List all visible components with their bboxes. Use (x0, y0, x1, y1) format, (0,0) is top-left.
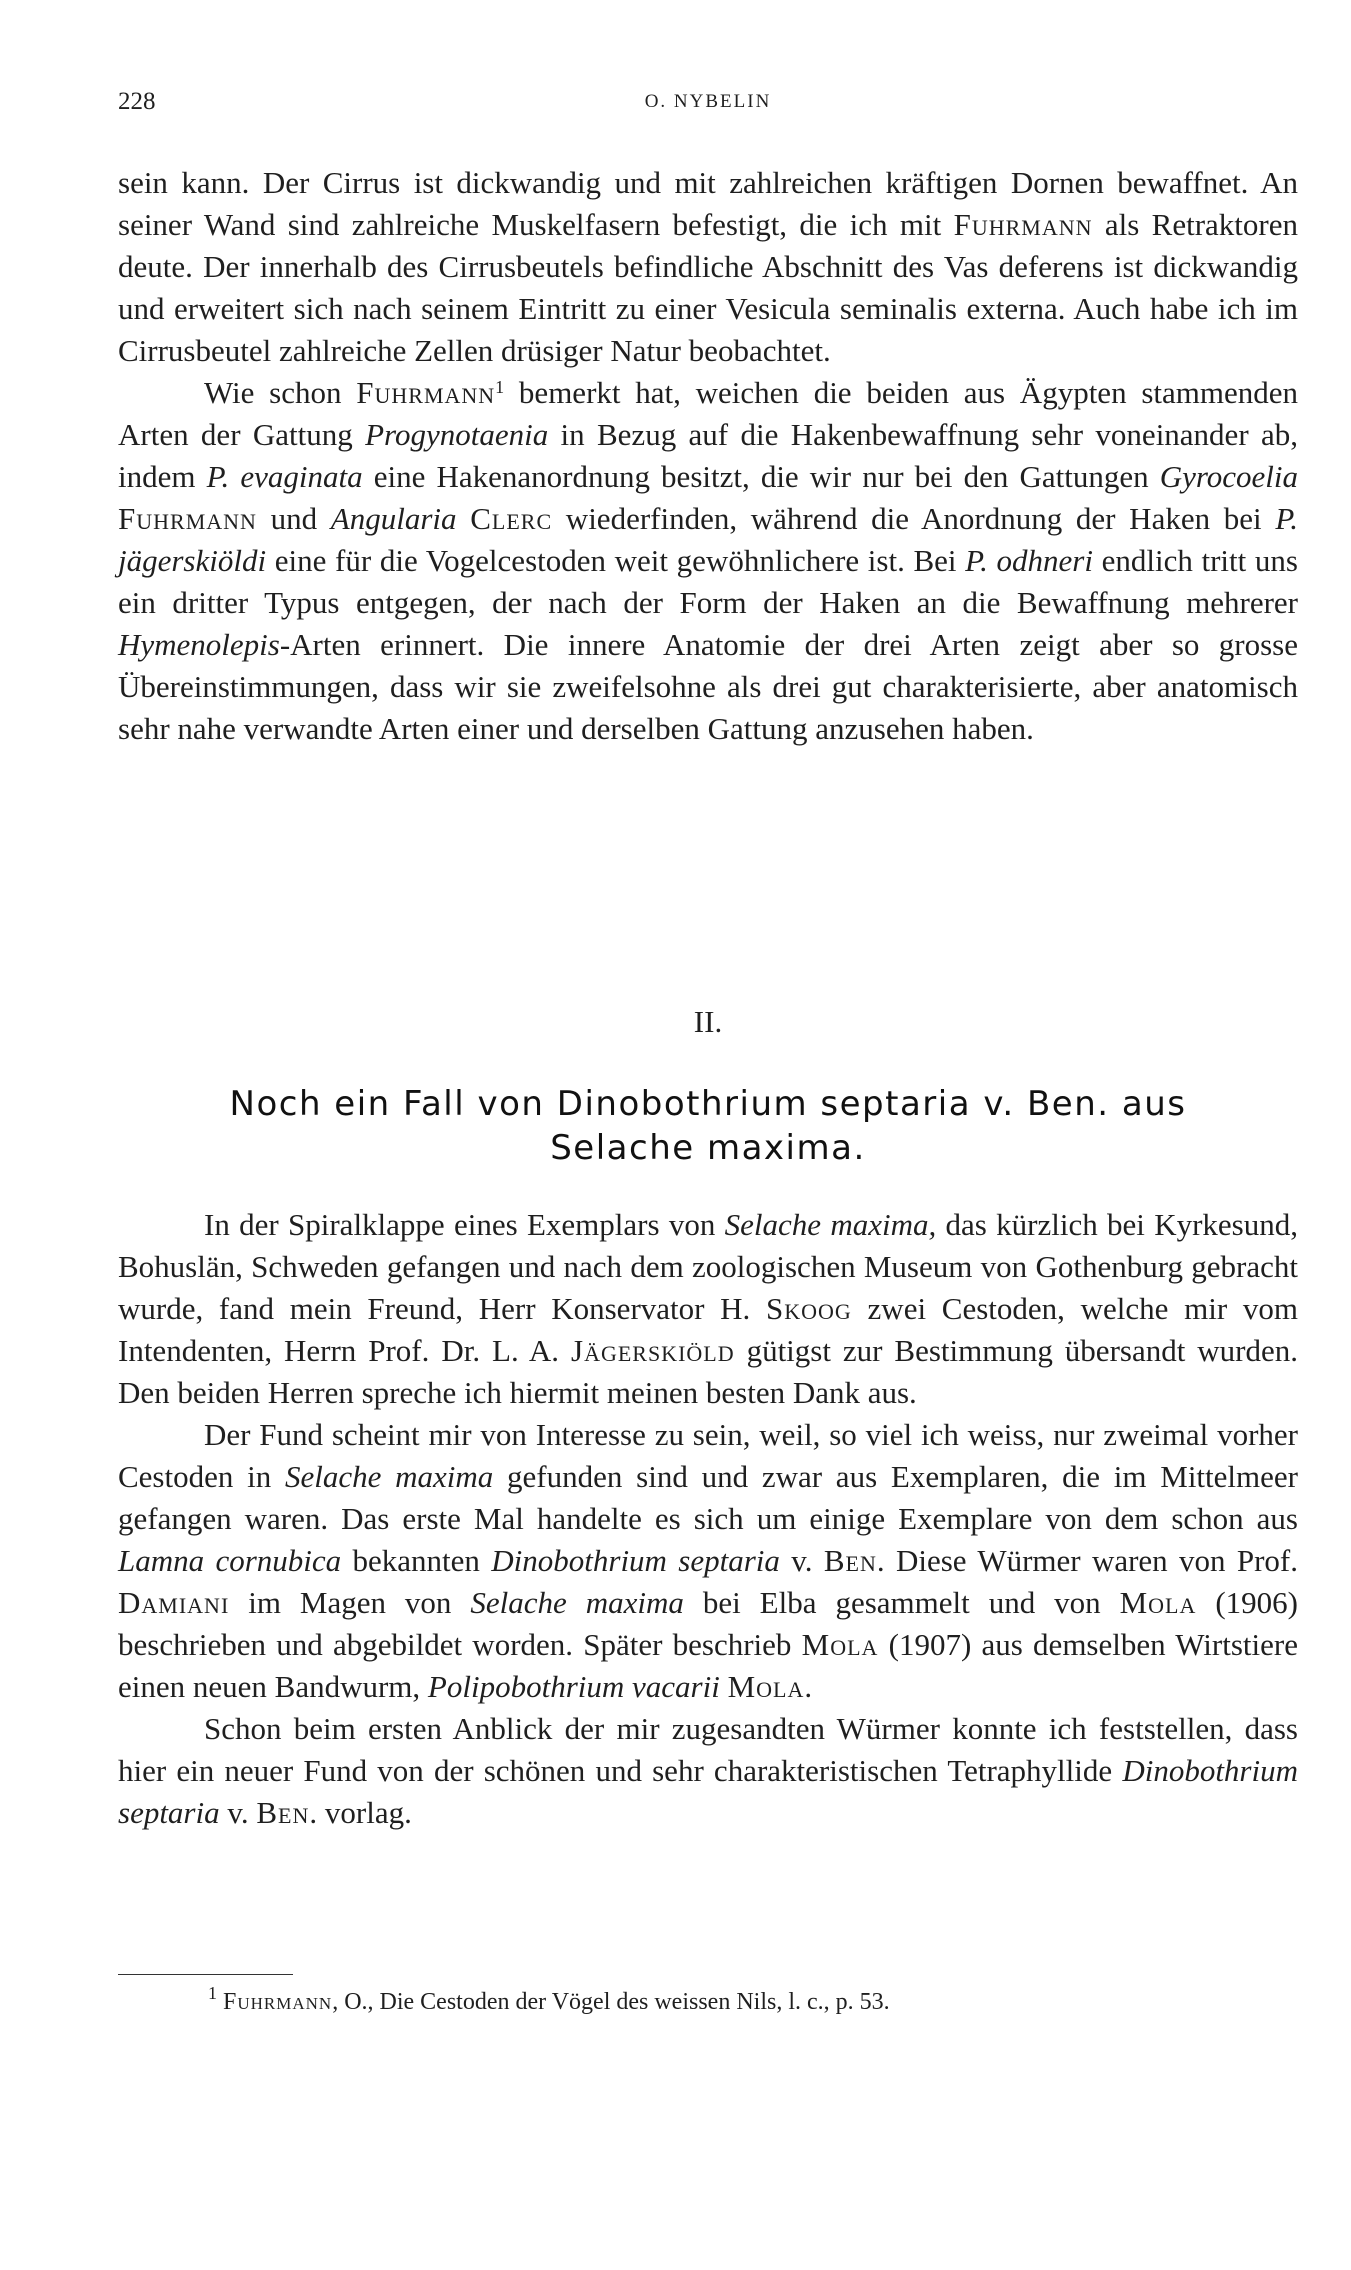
text-span (457, 501, 471, 536)
taxon-name: P. jägerskiöldi (118, 501, 1299, 578)
author-name: Fuhrmann (223, 1989, 333, 2015)
paragraph-cirrus (118, 162, 1298, 372)
author-name: Ben (256, 1795, 310, 1830)
text-span: bekannten (341, 1543, 492, 1578)
taxon-name: Progynotaenia (365, 417, 549, 452)
author-name: Jägerskiöld (571, 1333, 735, 1368)
taxon-name: Lamna cornubica (118, 1543, 342, 1578)
taxon-name: Dinobothrium septaria (491, 1543, 780, 1578)
text-span: Der Fund scheint mir von Interesse zu sein, weil, so viel ich weiss, nur zweimal vorher Cestoden in (118, 1417, 1298, 1494)
text-span: gefunden sind und zwar aus Exemplaren, die im Mittelmeer gefangen waren. Das erste Mal handelte es sich um einige Exemplare von dem schon aus (118, 1459, 1298, 1536)
paragraph-anblick (118, 1708, 1298, 1834)
text-span: eine Hakenanordnung besitzt, die wir nur bei den Gattungen (362, 459, 1160, 494)
taxon-name: Selache maxima (470, 1585, 684, 1620)
text-span: zwei Cestoden, welche mir vom Intendenten, Herrn Prof. Dr. L. A. (118, 1291, 1298, 1368)
text-span: in Bezug auf die Hakenbewaffnung sehr voneinander ab, indem (118, 417, 1299, 494)
text-span: -Arten erinnert. Die innere Anatomie der drei Arten zeigt aber so grosse Übereinstimmungen, dass wir sie zweifelsohne als drei gut charakterisierte, aber anatomisch sehr nahe verwandte Arten einer und derselben Gattung anzusehen haben. (118, 627, 1298, 746)
paragraph-progynotaenia (118, 372, 1298, 750)
paragraph-spiralklappe (118, 1204, 1298, 1414)
text-span: Wie schon (204, 375, 357, 410)
page-number: 228 (118, 88, 156, 115)
taxon-name: Hymenolepis (118, 627, 280, 662)
text-span: im Magen von (229, 1585, 471, 1620)
author-name: Mola (801, 1627, 879, 1662)
taxon-name: Selache maxima (285, 1459, 494, 1494)
author-name: Fuhrmann (118, 501, 257, 536)
taxon-name: P. evaginata (206, 459, 363, 494)
footnote-marker: 1 (208, 1983, 217, 2003)
section-title-line-1: Noch ein Fall von Dinobothrium septaria v. Ben. aus (229, 1084, 1187, 1124)
text-block-continuation (118, 162, 1298, 750)
text-span: . Diese Würmer waren von Prof. (876, 1543, 1299, 1578)
taxon-name: Gyrocoelia (1159, 459, 1299, 494)
footnote-rule (118, 1974, 293, 1975)
text-span: bei Elba gesammelt und von (683, 1585, 1120, 1620)
text-span: (1907) aus demselben Wirtstiere einen neuen Bandwurm, (118, 1627, 1298, 1704)
section-title (118, 1082, 1298, 1170)
text-span: In der Spiralklappe eines Exemplars von (204, 1207, 725, 1242)
text-span: gütigst zur Bestimmung übersandt wurden. Den beiden Herren spreche ich hiermit meinen besten Dank aus. (118, 1333, 1298, 1410)
taxon-name: Dinobothrium septaria (118, 1753, 1298, 1830)
author-name: Skoog (766, 1291, 852, 1326)
text-span: (1906) beschrieben und abgebildet worden. Später beschrieb (118, 1585, 1298, 1662)
text-span: Schon beim ersten Anblick der mir zugesandten Würmer konnte ich feststellen, dass hier ein neuer Fund von der schönen und sehr charakteristischen Tetraphyllide (118, 1711, 1298, 1788)
text-span: v. (219, 1795, 257, 1830)
taxon-name: Polipobothrium vacarii (427, 1669, 720, 1704)
footnote (208, 1983, 890, 2018)
text-block-section-2 (118, 1204, 1298, 1834)
author-name: Fuhrmann (356, 375, 496, 410)
section-title-line-2: Selache maxima. (550, 1128, 866, 1168)
text-span: wiederfinden, während die Anordnung der Haken bei (552, 501, 1276, 536)
text-span: sein kann. Der Cirrus ist dickwandig und mit zahlreichen kräftigen Dornen bewaffnet. An seiner Wand sind zahlreiche Muskelfasern befestigt, die ich mit (118, 165, 1298, 242)
text-span: als Retraktoren deute. Der innerhalb des Cirrusbeutels befindliche Abschnitt des Vas deferens ist dickwandig und erweitert sich nach seinem Eintritt zu einer Vesicula seminalis externa. Auch habe ich im Cirrusbeutel zahlreiche Zellen drüsiger Natur beobachtet. (118, 207, 1299, 368)
text-span: v. (779, 1543, 824, 1578)
author-name: Mola (1119, 1585, 1197, 1620)
text-span: bemerkt hat, weichen die beiden aus Ägypten stammenden Arten der Gattung (118, 375, 1299, 452)
taxon-name: P. odhneri (965, 543, 1093, 578)
section-numeral: II. (693, 1004, 723, 1039)
footnote-reference: 1 (495, 377, 505, 397)
running-head (118, 88, 1298, 128)
footnote-text: , O., Die Cestoden der Vögel des weissen Nils, l. c., p. 53. (332, 1989, 890, 2015)
running-title: O. NYBELIN (644, 91, 772, 112)
text-span: das kürzlich bei Kyrkesund, Bohuslän, Schweden gefangen und nach dem zoologischen Museum von Gothenburg gebracht wurde, fand mein Freund, Herr Konservator H. (118, 1207, 1298, 1326)
author-name: Damiani (118, 1585, 230, 1620)
author-name: Mola (727, 1669, 805, 1704)
taxon-name: Angularia (330, 501, 457, 536)
text-span: und (256, 501, 331, 536)
author-name: Ben (823, 1543, 877, 1578)
paragraph-fund (118, 1414, 1298, 1708)
author-name: Clerc (470, 501, 553, 536)
page (118, 0, 1298, 2270)
taxon-name: Selache maxima, (724, 1207, 937, 1242)
text-span: endlich tritt uns ein dritter Typus entgegen, der nach der Form der Haken an die Bewaffnung mehrerer (118, 543, 1298, 620)
text-span (720, 1669, 728, 1704)
text-span: . vorlag. (309, 1795, 412, 1830)
text-span: . (804, 1669, 813, 1704)
text-span: eine für die Vogelcestoden weit gewöhnlichere ist. Bei (266, 543, 966, 578)
author-name: Fuhrmann (953, 207, 1093, 242)
